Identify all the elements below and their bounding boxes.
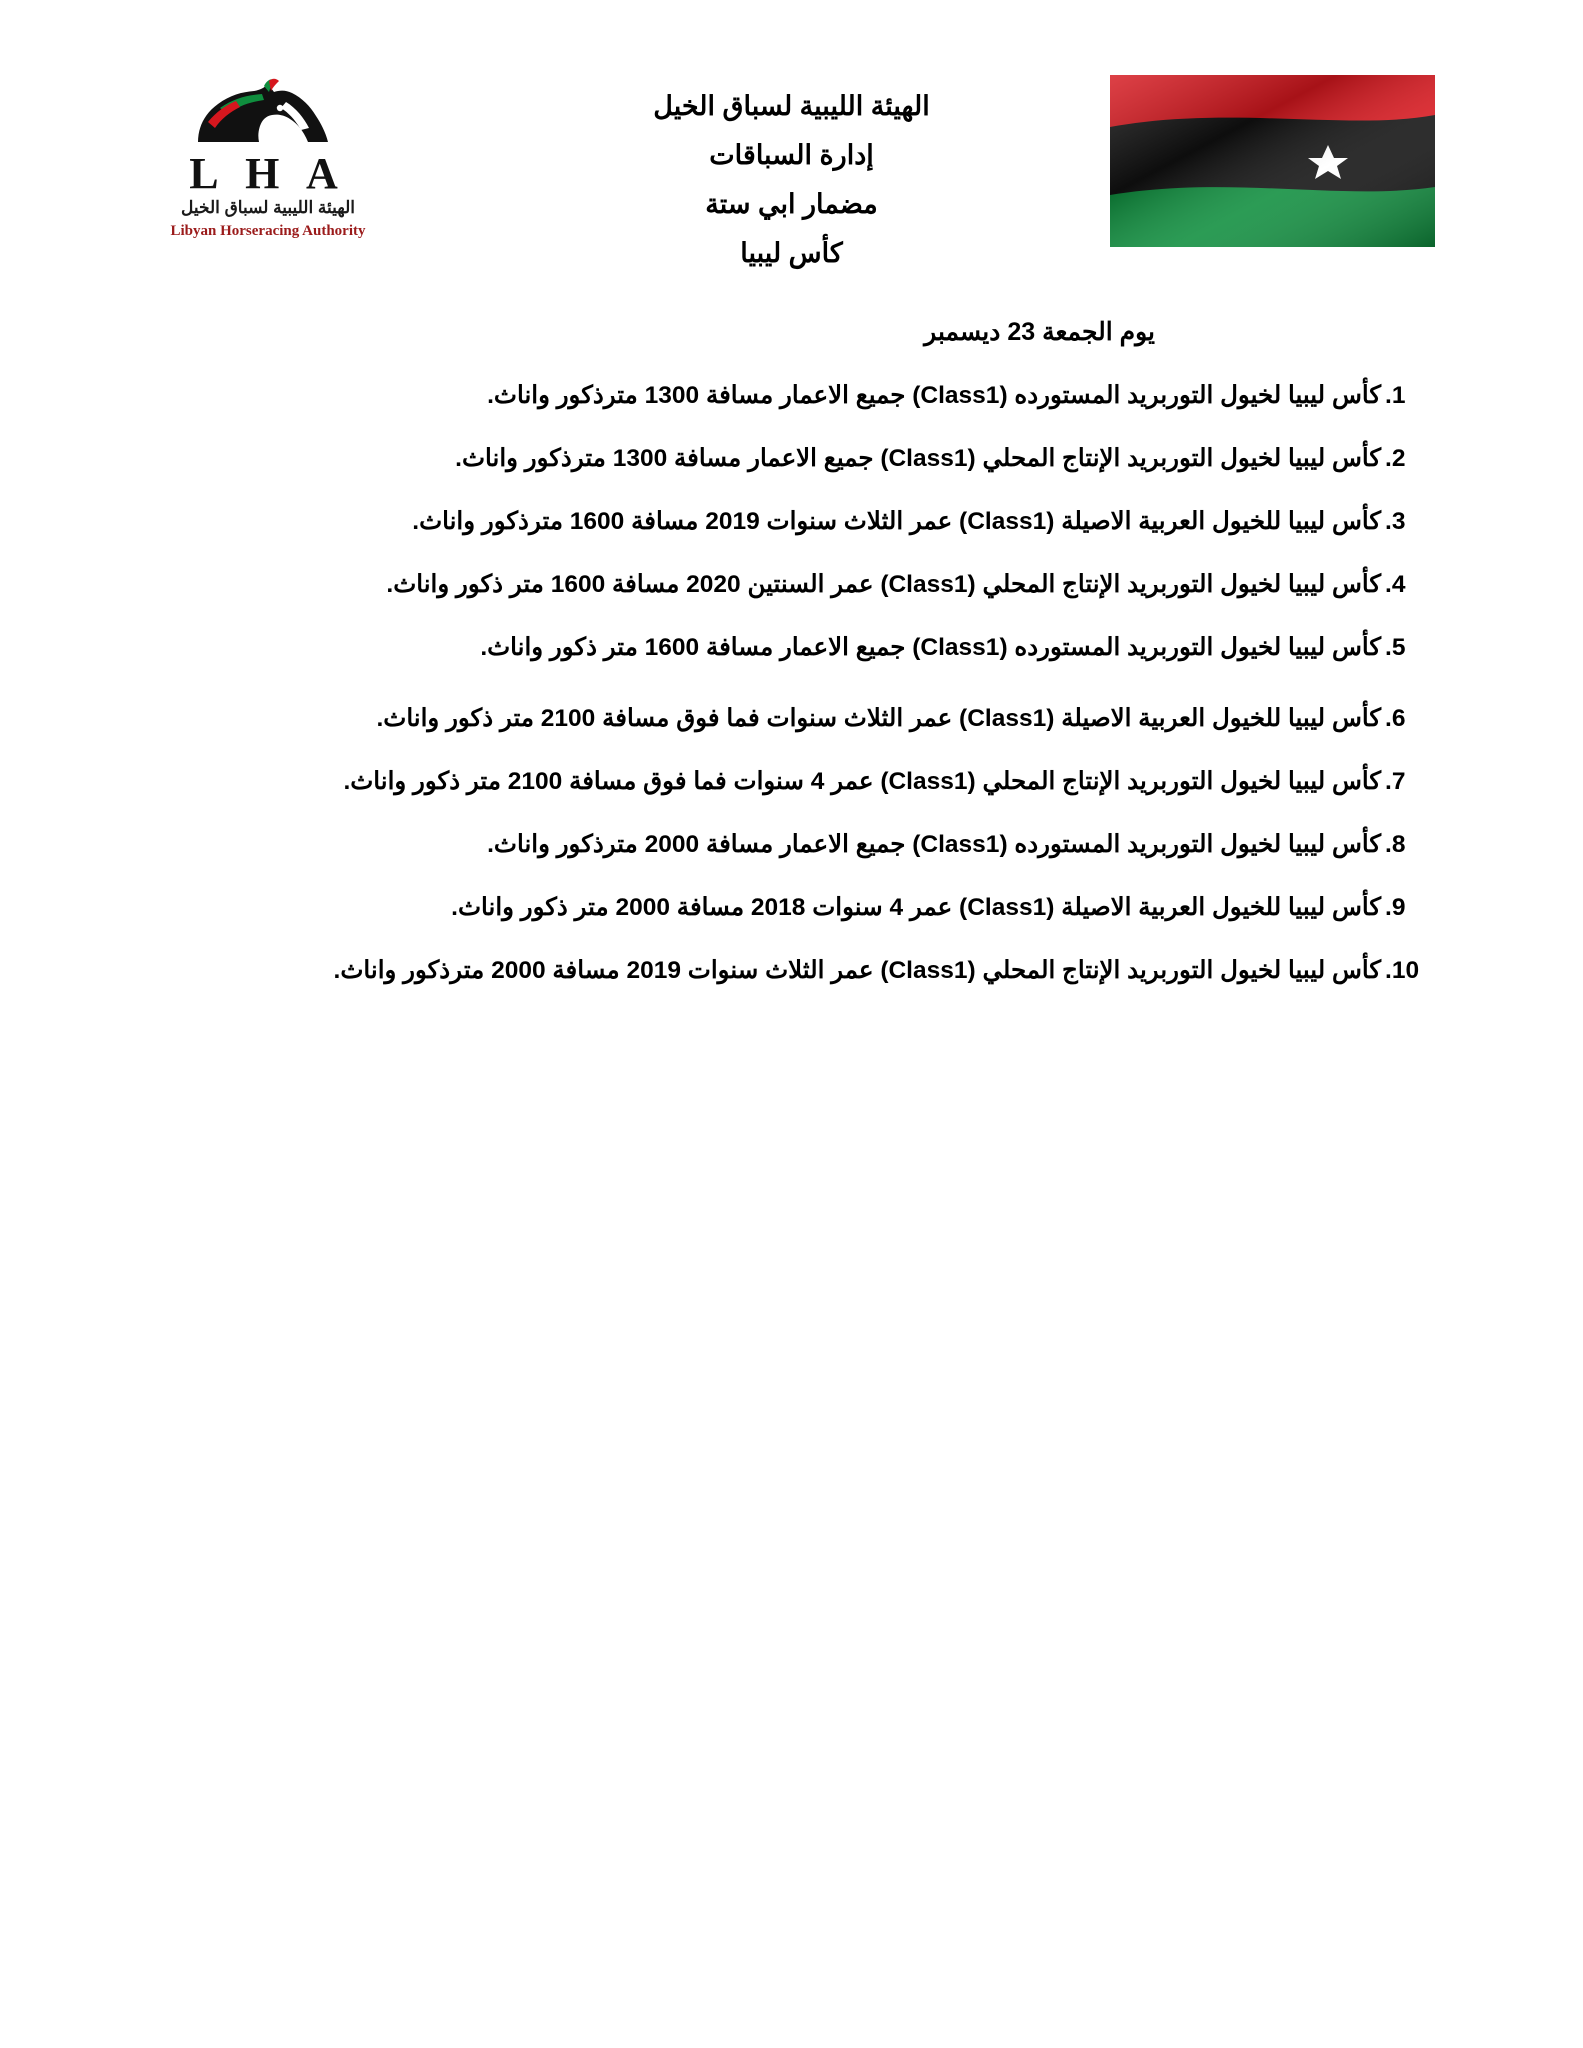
list-item: كأس ليبيا لخيول التوربريد الإنتاج المحلي (Class1) جميع الاعمار مسافة 1300 مترذكور واناث.: [455, 445, 1381, 472]
header-line-2: إدارة السباقات: [709, 140, 874, 170]
list-item: كأس ليبيا لخيول التوربريد الإنتاج المحلي (Class1) عمر السنتين 2020 مسافة 1600 متر ذكور واناث.: [386, 571, 1381, 598]
header-line-3: مضمار ابي ستة: [705, 189, 878, 219]
list-item: كأس ليبيا للخيول العربية الاصيلة (Class1) عمر 4 سنوات 2018 مسافة 2000 متر ذكور واناث.: [451, 894, 1381, 921]
header-line-4: كأس ليبيا: [740, 238, 843, 268]
logo-english-name: Libyan Horseracing Authority: [170, 223, 366, 239]
race-list: [0, 377, 1583, 989]
list-item: كأس ليبيا لخيول التوربريد الإنتاج المحلي (Class1) عمر الثلاث سنوات 2019 مسافة 2000 مترذكور واناث.: [333, 957, 1381, 984]
list-item: كأس ليبيا للخيول العربية الاصيلة (Class1) عمر الثلاث سنوات 2019 مسافة 1600 مترذكور واناث.: [412, 508, 1381, 535]
libya-flag-image: [1110, 75, 1435, 247]
list-item: كأس ليبيا لخيول التوربريد المستورده (Class1) جميع الاعمار مسافة 1600 متر ذكور واناث.: [480, 634, 1381, 661]
list-item: كأس ليبيا للخيول العربية الاصيلة (Class1) عمر الثلاث سنوات فما فوق مسافة 2100 متر ذكور واناث.: [376, 705, 1381, 732]
header-line-1: الهيئة الليبية لسباق الخيل: [653, 91, 930, 121]
list-item: كأس ليبيا لخيول التوربريد المستورده (Class1) جميع الاعمار مسافة 2000 مترذكور واناث.: [487, 831, 1381, 858]
logo-acronym: L H A: [189, 149, 347, 198]
document-header: [0, 0, 1583, 300]
list-item: كأس ليبيا لخيول التوربريد الإنتاج المحلي (Class1) عمر 4 سنوات فما فوق مسافة 2100 متر ذكور واناث.: [343, 768, 1381, 795]
logo-arabic-name: الهيئة الليبية لسباق الخيل: [180, 198, 356, 217]
list-item: كأس ليبيا لخيول التوربريد المستورده (Class1) جميع الاعمار مسافة 1300 مترذكور واناث.: [487, 382, 1381, 409]
date-line: يوم الجمعة 23 ديسمبر: [924, 318, 1155, 346]
